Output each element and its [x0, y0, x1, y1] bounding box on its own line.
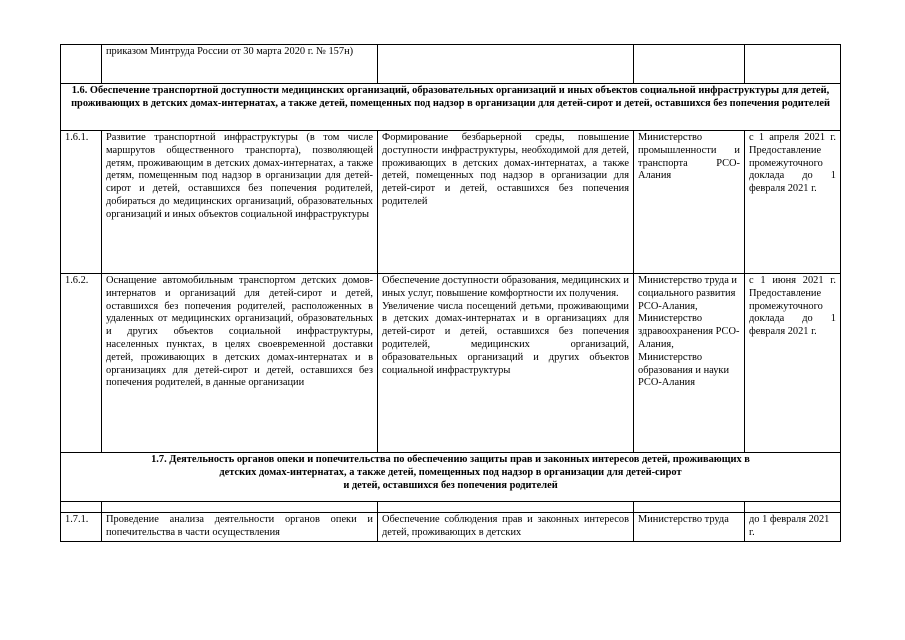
- result-cell: Формирование безбарьерной среды, повышение доступности инфраструктуры, необходимой для детей, проживающих в детских домах-интернатах, а также детей, помещенных под надзор в организации для детей-сирот и детей, оставшихся без попечения родителей: [378, 131, 634, 274]
- deadline-cell: с 1 апреля 2021 г. Предоставление промежуточного доклада до 1 февраля 2021 г.: [745, 131, 841, 274]
- table-row: [61, 513, 841, 542]
- measure-cell: [102, 502, 378, 513]
- row-number-cell: 1.7.1.: [61, 513, 102, 542]
- table-row: [61, 45, 841, 84]
- row-number-cell: 1.6.1.: [61, 131, 102, 274]
- measure-cell: приказом Минтруда России от 30 марта 2020 г. № 157н): [102, 45, 378, 84]
- result-cell: [378, 274, 634, 453]
- section-heading-line: 1.7. Деятельность органов опеки и попечительства по обеспечению защиты прав и законных интересов детей, проживающих в: [151, 454, 750, 465]
- row-number-cell: [61, 45, 102, 84]
- executor-cell: [634, 45, 745, 84]
- row-number-cell: [61, 502, 102, 513]
- measure-cell: Развитие транспортной инфраструктуры (в том числе маршрутов общественного транспорта), позволяющей детям, проживающим в детских домах-интернатах, а также детям, помещенным под надзор в организации для детей-сирот и детей, оставшихся без попечения родителей, добираться до медицинских организаций, образовательных организаций и иных объектов социальной инфраструктуры: [102, 131, 378, 274]
- row-number-cell: 1.6.2.: [61, 274, 102, 453]
- deadline-cell: с 1 июня 2021 г. Предоставление промежуточного доклада до 1 февраля 2021 г.: [745, 274, 841, 453]
- executor-cell: Министерство промышленности и транспорта РСО-Алания: [634, 131, 745, 274]
- measure-cell: Проведение анализа деятельности органов опеки и попечительства в части осуществления: [102, 513, 378, 542]
- measures-table: [60, 44, 841, 542]
- section-heading-1-6: 1.6. Обеспечение транспортной доступности медицинских организаций, образовательных организаций и иных объектов социальной инфраструктуры для детей, проживающих в детских домах-интернатах, а также детей, помещенных под надзор в организации для детей-сирот и детей, оставшихся без попечения родителей: [61, 84, 841, 131]
- section-heading-line: детских домах-интернатах, а также детей, помещенных под надзор в организации для детей-сирот: [219, 466, 682, 478]
- executor-cell: Министерство труда и социального развития РСО-Алания, Министерство здравоохранения РСО-Алания, Министерство образования и науки РСО-Алания: [634, 274, 745, 453]
- section-row: [61, 453, 841, 502]
- deadline-cell: [745, 502, 841, 513]
- result-cell: [378, 502, 634, 513]
- section-heading-line: и детей, оставшихся без попечения родителей: [343, 479, 558, 491]
- spacer-row: [61, 502, 841, 513]
- result-cell: [378, 45, 634, 84]
- table-row: [61, 131, 841, 274]
- result-paragraph-2: Увеличение числа посещений детьми, проживающими в детских домах-интернатах и в организациях для детей-сирот и детей, оставшихся без попечения родителей, медицинских организаций, образовательных организаций и других объектов социальной инфраструктуры: [382, 300, 629, 376]
- measure-cell: Оснащение автомобильным транспортом детских домов-интернатов и организаций для детей-сирот и детей, оставшихся без попечения родителей, расположенных в удаленных от медицинских организаций, образовательных и других объектов социальной инфраструктуры, населенных пунктах, в целях своевременной доставки детей, проживающих в детских домах-интернатах и в организациях для детей-сирот и детей, оставшихся без попечения родителей, в данные организации: [102, 274, 378, 453]
- result-paragraph-1: Обеспечение доступности образования, медицинских и иных услуг, повышение комфортности их получения.: [382, 275, 629, 299]
- section-row: [61, 84, 841, 131]
- executor-cell: [634, 502, 745, 513]
- section-heading-1-7: [61, 453, 841, 502]
- result-cell: Обеспечение соблюдения прав и законных интересов детей, проживающих в детских: [378, 513, 634, 542]
- deadline-cell: [745, 45, 841, 84]
- table-row: [61, 274, 841, 453]
- deadline-cell: до 1 февраля 2021 г.: [745, 513, 841, 542]
- executor-cell: Министерство труда: [634, 513, 745, 542]
